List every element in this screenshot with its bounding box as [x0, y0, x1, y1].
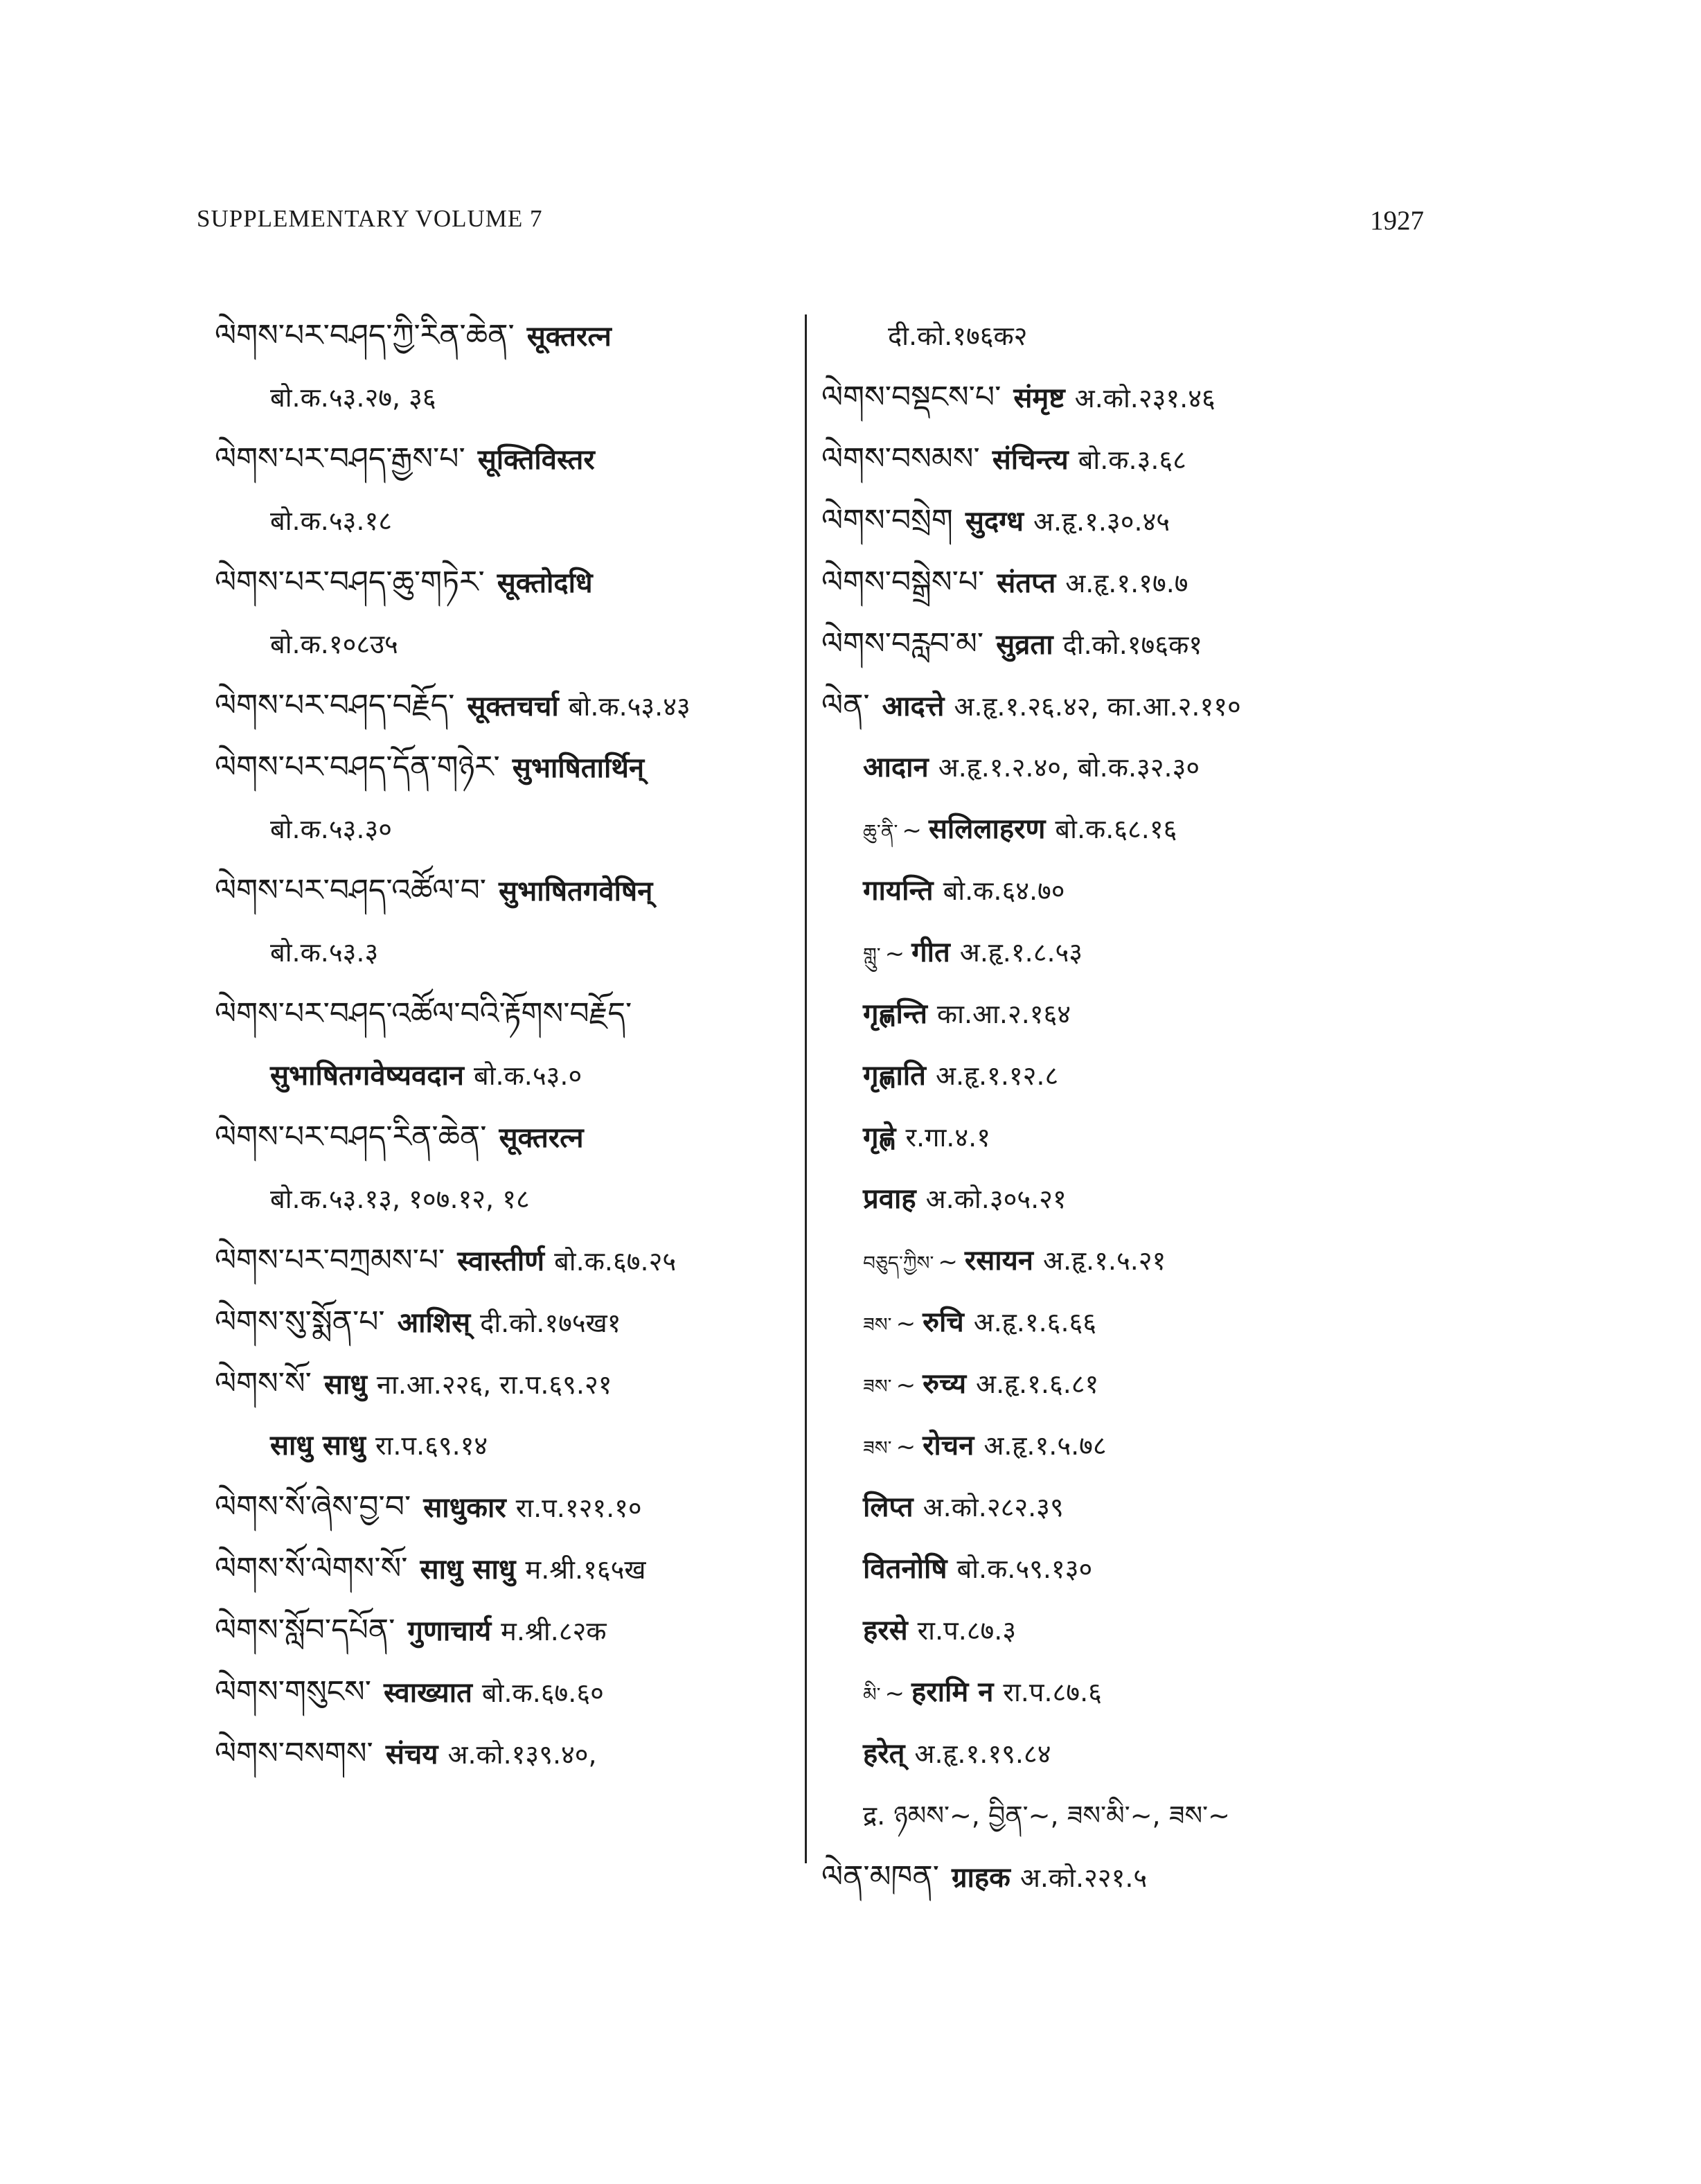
reference: र.गा.४.१ [905, 1122, 990, 1153]
sanskrit-term: सुदग्ध [965, 506, 1024, 538]
tibetan-prefix: མི་ [863, 1683, 881, 1706]
sanskrit-term: सुभाषितार्थिन् [512, 752, 645, 784]
reference: रा.प.८७.३ [917, 1615, 1017, 1646]
entry-line [215, 921, 796, 983]
reference: अ.हृ.१.८.५३ [959, 937, 1083, 968]
cross-reference: द्र. ཉམས་~, བྱིན་~, ཟས་མི་~, ཟས་~ [863, 1800, 1230, 1831]
sanskrit-term: प्रवाह [863, 1183, 916, 1215]
entry-line [821, 1476, 1445, 1538]
tibetan-term: ལེགས་སོ་ཞེས་བྱ་བ་ [215, 1489, 411, 1525]
sanskrit-term: सूक्तरत्न [526, 321, 612, 353]
sanskrit-term: लिप्त [863, 1491, 914, 1523]
tibetan-term: ལེགས་པར་བཤད་ཆུ་གཏེར་ [215, 565, 485, 600]
tibetan-term: ལེན་ [821, 688, 870, 723]
reference: बो.क.५३.३० [270, 814, 393, 844]
sanskrit-term: आशिस् [397, 1307, 471, 1339]
entry-line [215, 428, 796, 490]
entry-line [821, 1538, 1445, 1599]
entry-line [215, 736, 796, 798]
entry-line [821, 1599, 1445, 1661]
tibetan-term: ལེགས་པར་བཤད་བརྗོད་ [215, 688, 455, 723]
sanskrit-term: सूक्तचर्चा [467, 691, 559, 722]
tibetan-term: ལེགས་སོ་ [215, 1366, 312, 1401]
sanskrit-term: आदत्ते [882, 691, 945, 722]
reference: अ.हृ.१.१७.७ [1065, 568, 1188, 598]
entry-line [821, 860, 1445, 921]
entry-line [821, 366, 1445, 428]
reference: अ.हृ.१.५.२१ [1043, 1245, 1166, 1276]
entry-line [821, 613, 1445, 675]
tibetan-prefix: ཟས་ [863, 1437, 892, 1459]
swung-dash: ~ [938, 1248, 958, 1276]
sanskrit-term: हरामि न [911, 1676, 994, 1708]
swung-dash: ~ [884, 1680, 905, 1707]
sanskrit-term: सूक्तोदधि [497, 567, 593, 599]
reference: अ.हृ.१.२६.४२, का.आ.२.११० [954, 691, 1241, 722]
entry-line [821, 428, 1445, 490]
entry-line [215, 1045, 796, 1106]
sanskrit-term: संचय [385, 1739, 438, 1770]
reference: अ.हृ.१.१२.८ [935, 1060, 1059, 1091]
entry-line [821, 1846, 1445, 1908]
entry-line [215, 1414, 796, 1476]
sanskrit-term: हरसे [863, 1615, 908, 1646]
entry-line [215, 1229, 796, 1291]
tibetan-prefix: ཟས་ [863, 1375, 892, 1398]
sanskrit-term: संचिन्त्य [992, 444, 1069, 476]
sanskrit-term: सुभाषितगवेषिन् [499, 876, 653, 907]
tibetan-term: ལེགས་སོ་ལེགས་སོ་ [215, 1551, 408, 1586]
reference: बो.क.६७.२५ [554, 1246, 677, 1277]
entry-line [215, 798, 796, 860]
tibetan-prefix: གླུ་ [863, 943, 881, 966]
tibetan-term: ལེགས་བསགས་ [215, 1736, 373, 1771]
entry-line [215, 1291, 796, 1353]
entry-line [821, 1661, 1445, 1723]
tibetan-term: ལེགས་བསྲེག [821, 503, 953, 538]
entry-line [821, 305, 1445, 366]
entry-line [821, 798, 1445, 860]
reference: अ.को.३०५.२१ [925, 1184, 1067, 1214]
reference: अ.हृ.१.५.७८ [983, 1430, 1107, 1461]
tibetan-prefix: ཆུ་ནི་ [863, 820, 898, 843]
reference: का.आ.२.१६४ [936, 999, 1071, 1029]
running-header: SUPPLEMENTARY VOLUME 7 [197, 205, 543, 232]
entry-line [821, 1106, 1445, 1168]
reference: बो.क.६७.६० [481, 1678, 604, 1708]
left-column [215, 305, 796, 1784]
sanskrit-term: साधु साधु [270, 1430, 366, 1462]
sanskrit-term: रुचि [923, 1306, 964, 1338]
tibetan-prefix: བཅུད་ཀྱིས་ [863, 1252, 934, 1275]
sanskrit-term: गृह्णे [863, 1121, 896, 1153]
reference: अ.को.१३९.४०, [447, 1739, 597, 1770]
sanskrit-term: सूक्तिविस्तर [477, 444, 595, 476]
tibetan-term: ལེགས་པར་བཤད་རིན་ཆེན་ [215, 1119, 487, 1155]
entry-line [821, 1723, 1445, 1784]
tibetan-term: ལེགས་གསུངས་ [215, 1674, 371, 1710]
entry-line [821, 1229, 1445, 1291]
reference: रा.प.६९.१४ [375, 1430, 488, 1461]
right-column [821, 305, 1445, 1908]
reference: बो.क.५३.२७, ३६ [270, 382, 436, 413]
sanskrit-term: रसायन [964, 1245, 1034, 1277]
sanskrit-term: गीत [911, 936, 950, 968]
swung-dash: ~ [884, 940, 905, 968]
swung-dash: ~ [902, 817, 922, 844]
sanskrit-term: संतप्त [997, 567, 1056, 599]
entry-line [215, 1661, 796, 1723]
entry-line [821, 983, 1445, 1045]
reference: बो.क.३.६८ [1078, 445, 1186, 475]
reference: अ.हृ.१.६.८१ [976, 1369, 1099, 1399]
reference: म.श्री.८२क [501, 1616, 607, 1646]
reference: बो.क.६४.७० [943, 876, 1065, 906]
entry-line [821, 921, 1445, 983]
tibetan-term: ལེགས་པར་བཤད་འཚོལ་བའི་རྟོགས་བརྗོད་ [215, 996, 632, 1031]
reference: अ.को.२२१.५ [1019, 1863, 1148, 1893]
reference: अ.हृ.१.२.४०, बो.क.३२.३० [938, 752, 1200, 783]
sanskrit-term: वितनोषि [863, 1553, 947, 1585]
reference: अ.को.२३१.४६ [1074, 383, 1215, 414]
reference: बो.क.६८.१६ [1055, 814, 1177, 844]
tibetan-term: ལེགས་བརླབ་མ་ [821, 626, 984, 662]
reference: अ.हृ.१.३०.४५ [1033, 506, 1170, 537]
entry-line [821, 1291, 1445, 1353]
entry-line [821, 1784, 1445, 1846]
reference: अ.हृ.१.६.६६ [973, 1307, 1097, 1338]
reference: बो.क.१०८उ५ [270, 629, 398, 659]
reference: अ.हृ.१.१९.८४ [914, 1739, 1051, 1769]
sanskrit-term: रुच्य [923, 1368, 967, 1400]
tibetan-term: ལེགས་བསྒྲེས་པ་ [821, 565, 985, 600]
tibetan-term: ལེགས་བསམས་ [821, 441, 980, 477]
tibetan-term: ལེགས་པར་བཀྲམས་པ་ [215, 1243, 445, 1278]
page-number: 1927 [1370, 206, 1424, 236]
reference: ना.आ.२२६, रा.प.६९.२१ [376, 1369, 612, 1400]
sanskrit-term: ग्राहक [951, 1862, 1010, 1894]
reference: बो.क.५३.१३, १०७.१२, १८ [270, 1184, 530, 1214]
sanskrit-term: संमृष्ट [1013, 382, 1065, 414]
sanskrit-term: गृह्णन्ति [863, 998, 927, 1030]
entry-line [215, 1723, 796, 1784]
column-divider [805, 314, 807, 1863]
entry-line [821, 1168, 1445, 1229]
sanskrit-term: साधु साधु [420, 1554, 516, 1586]
reference: बो.क.५३.३ [270, 937, 379, 968]
tibetan-term: ལེན་མཁན་ [821, 1859, 939, 1894]
entry-line [821, 675, 1445, 736]
entry-line [215, 675, 796, 736]
tibetan-term: ལེགས་བསྡངས་པ་ [821, 380, 1001, 415]
sanskrit-term: स्वास्तीर्ण [457, 1245, 545, 1277]
reference: रा.प.८७.६ [1003, 1677, 1102, 1707]
entry-line [215, 860, 796, 921]
entry-line [215, 1476, 796, 1538]
swung-dash: ~ [896, 1371, 916, 1399]
tibetan-term: ལེགས་པར་བཤད་དོན་གཉེར་ [215, 749, 500, 785]
tibetan-term: ལེགས་སློབ་དཔོན་ [215, 1613, 395, 1648]
entry-line [821, 1045, 1445, 1106]
swung-dash: ~ [896, 1433, 916, 1461]
reference: दी.को.१७५ख१ [480, 1308, 621, 1338]
sanskrit-term: सलिलाहरण [928, 813, 1046, 845]
entry-line [215, 490, 796, 551]
sanskrit-term: साधु [323, 1369, 367, 1401]
reference: दी.को.१७६क१ [1062, 630, 1203, 660]
sanskrit-term: सुभाषितगवेष्यवदान [270, 1060, 464, 1092]
entry-line [215, 1353, 796, 1414]
reference: बो.क.५३.१८ [270, 506, 393, 536]
reference: बो.क.५९.१३० [956, 1554, 1093, 1584]
tibetan-term: ལེགས་པར་བཤད་རྒྱས་པ་ [215, 441, 465, 477]
entry-line [821, 551, 1445, 613]
sanskrit-term: गायन्ति [863, 875, 934, 907]
entry-line [821, 1414, 1445, 1476]
entry-line [215, 366, 796, 428]
tibetan-prefix: ཟས་ [863, 1313, 892, 1336]
reference: बो.क.५३.० [474, 1060, 582, 1091]
entry-line [821, 736, 1445, 798]
sanskrit-term: सुव्रता [996, 629, 1053, 661]
sanskrit-term: स्वाख्यात [383, 1677, 472, 1709]
sanskrit-term: साधुकार [423, 1492, 506, 1524]
entry-line [821, 490, 1445, 551]
entry-line [215, 1168, 796, 1229]
reference: अ.को.२८२.३९ [923, 1492, 1064, 1522]
entry-line [215, 305, 796, 366]
sanskrit-term: रोचन [923, 1430, 974, 1462]
reference: दी.को.१७६क२ [888, 321, 1028, 351]
entry-line [821, 1353, 1445, 1414]
sanskrit-term: हरेत् [863, 1738, 905, 1770]
entry-line [215, 1538, 796, 1599]
sanskrit-term: गुणाचार्य [407, 1615, 492, 1647]
entry-line [215, 551, 796, 613]
tibetan-term: ལེགས་པར་བཤད་ཀྱི་རིན་ཆེན་ [215, 318, 515, 353]
tibetan-term: ལེགས་སུ་སྨོན་པ་ [215, 1304, 385, 1340]
reference: बो.क.५३.४३ [568, 691, 691, 722]
entry-line [215, 613, 796, 675]
sanskrit-term: गृह्णाति [863, 1060, 926, 1092]
sanskrit-term: सूक्तरत्न [499, 1122, 584, 1154]
reference: रा.प.१२१.१० [515, 1493, 642, 1523]
entry-line [215, 1106, 796, 1168]
tibetan-term: ལེགས་པར་བཤད་འཚོལ་བ་ [215, 873, 487, 908]
sanskrit-term: आदान [863, 752, 929, 783]
swung-dash: ~ [896, 1310, 916, 1338]
entry-line [215, 983, 796, 1045]
entry-line [215, 1599, 796, 1661]
reference: म.श्री.१६५ख [525, 1554, 646, 1585]
